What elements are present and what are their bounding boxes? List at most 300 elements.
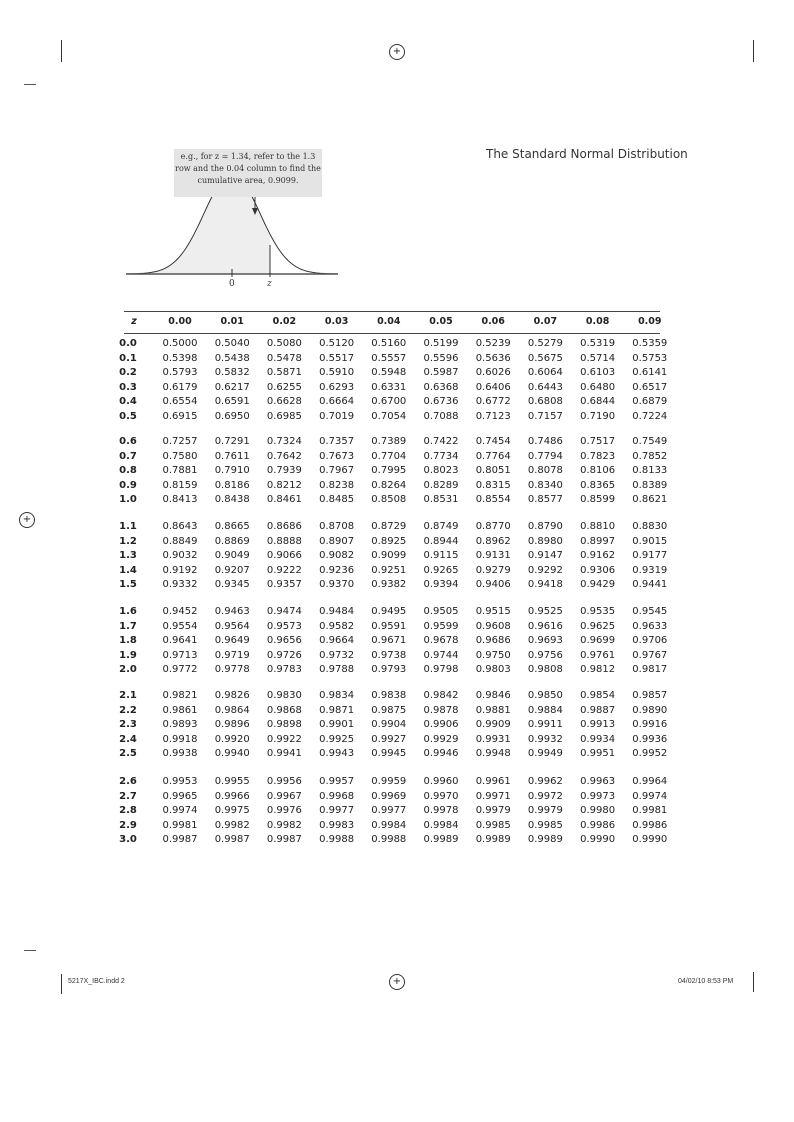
cell-value: 0.9864 <box>214 704 250 716</box>
column-header: 0.09 <box>638 316 662 327</box>
footer-file: 5217X_IBC.indd 2 <box>68 978 125 985</box>
row-z-value: 1.0 <box>119 494 137 506</box>
cell-value: 0.5714 <box>580 352 616 364</box>
cell-value: 0.9920 <box>214 733 250 745</box>
cell-value: 0.6736 <box>423 396 459 408</box>
cell-value: 0.8577 <box>527 494 563 506</box>
cell-value: 0.8289 <box>423 479 459 491</box>
column-header: 0.03 <box>324 316 349 327</box>
row-z-value: 1.1 <box>119 521 137 532</box>
table-row <box>119 690 668 704</box>
cell-value: 0.6915 <box>162 411 198 422</box>
cell-value: 0.8238 <box>319 479 355 491</box>
cell-value: 0.9896 <box>214 719 250 731</box>
row-z-value: 1.4 <box>119 564 137 576</box>
registration-mark-icon: + <box>389 974 405 990</box>
cell-value: 0.6406 <box>475 381 511 393</box>
table-row <box>119 494 668 508</box>
cell-value: 0.9608 <box>475 620 511 632</box>
cell-value: 0.9964 <box>632 776 668 787</box>
cell-value: 0.7389 <box>371 436 407 447</box>
column-header: 0.06 <box>481 316 505 327</box>
cell-value: 0.9817 <box>632 664 668 676</box>
cell-value: 0.7673 <box>319 450 355 462</box>
row-z-value: 1.8 <box>119 635 137 647</box>
table-row <box>119 564 668 579</box>
cell-value: 0.8508 <box>371 494 407 506</box>
cell-value: 0.8907 <box>319 535 355 547</box>
cell-value: 0.7995 <box>371 465 407 477</box>
column-header: 0.07 <box>533 316 558 327</box>
row-z-value: 1.2 <box>119 535 137 547</box>
cell-value: 0.9878 <box>423 704 459 716</box>
table-row <box>119 719 668 733</box>
cell-value: 0.7517 <box>580 436 616 447</box>
cell-value: 0.9927 <box>371 733 407 745</box>
cell-value: 0.9881 <box>475 704 511 716</box>
cell-value: 0.8944 <box>423 535 459 547</box>
cell-value: 0.9987 <box>162 834 198 846</box>
cell-value: 0.9969 <box>371 790 407 802</box>
cell-value: 0.5319 <box>580 338 616 349</box>
table-row <box>119 819 668 834</box>
row-z-value: 1.6 <box>119 606 137 617</box>
cell-value: 0.9898 <box>266 719 302 731</box>
cell-value: 0.9066 <box>266 550 302 562</box>
cell-value: 0.9938 <box>162 748 198 760</box>
cell-value: 0.5753 <box>632 352 668 364</box>
cell-value: 0.9986 <box>632 819 668 831</box>
table-row <box>119 521 668 535</box>
cell-value: 0.9812 <box>580 664 616 676</box>
row-z-value: 0.2 <box>119 367 137 379</box>
table-row <box>119 704 668 719</box>
cell-value: 0.9979 <box>475 805 511 817</box>
cell-value: 0.9956 <box>266 776 302 787</box>
cell-value: 0.9909 <box>475 719 511 731</box>
cell-value: 0.9974 <box>632 790 668 802</box>
cell-value: 0.8749 <box>423 521 459 532</box>
cell-value: 0.9306 <box>580 564 616 576</box>
column-header: 0.00 <box>168 316 192 327</box>
table-row <box>119 436 668 450</box>
cell-value: 0.9951 <box>580 748 616 760</box>
cell-value: 0.9032 <box>162 550 198 562</box>
cell-value: 0.8554 <box>475 494 511 506</box>
table-row <box>119 664 668 678</box>
row-z-value: 0.0 <box>119 338 137 349</box>
crop-mark <box>24 84 36 85</box>
cell-value: 0.9965 <box>162 790 198 802</box>
cell-value: 0.9192 <box>162 564 198 576</box>
footer-timestamp: 04/02/10 8:53 PM <box>678 978 734 985</box>
cell-value: 0.9525 <box>527 606 563 617</box>
cell-value: 0.9484 <box>319 606 355 617</box>
cell-value: 0.5948 <box>371 367 407 379</box>
cell-value: 0.9452 <box>162 606 198 617</box>
cell-value: 0.7324 <box>266 436 302 447</box>
cell-value: 0.5359 <box>632 338 668 349</box>
cell-value: 0.9934 <box>580 733 616 745</box>
column-header: 0.02 <box>272 316 297 327</box>
cell-value: 0.9744 <box>423 649 459 661</box>
cell-value: 0.9911 <box>527 719 563 731</box>
cell-value: 0.9793 <box>371 664 407 676</box>
cell-value: 0.7190 <box>580 411 616 422</box>
cell-value: 0.5636 <box>475 352 511 364</box>
cell-value: 0.9015 <box>632 535 668 547</box>
table-row <box>119 479 668 494</box>
cell-value: 0.9783 <box>266 664 302 676</box>
cell-value: 0.8849 <box>162 535 198 547</box>
cell-value: 0.5120 <box>319 338 355 349</box>
cell-value: 0.9957 <box>319 776 355 787</box>
cell-value: 0.9988 <box>371 834 407 846</box>
cell-value: 0.8389 <box>632 479 668 491</box>
cell-value: 0.9292 <box>527 564 563 576</box>
cell-value: 0.9821 <box>162 690 198 701</box>
cell-value: 0.9656 <box>266 635 302 647</box>
cell-value: 0.9962 <box>527 776 563 787</box>
cell-value: 0.9901 <box>319 719 355 731</box>
cell-value: 0.9918 <box>162 733 198 745</box>
cell-value: 0.9989 <box>423 834 459 846</box>
crop-mark <box>61 40 62 62</box>
cell-value: 0.9988 <box>319 834 355 846</box>
crop-mark <box>24 950 36 951</box>
cell-value: 0.9699 <box>580 635 616 647</box>
cell-value: 0.9838 <box>371 690 407 701</box>
cell-value: 0.9949 <box>527 748 563 760</box>
cell-value: 0.9973 <box>580 790 616 802</box>
cell-value: 0.9943 <box>319 748 355 760</box>
cell-value: 0.7054 <box>371 411 407 422</box>
cell-value: 0.9332 <box>162 579 198 591</box>
cell-value: 0.9222 <box>266 564 302 576</box>
cell-value: 0.5987 <box>423 367 459 379</box>
cell-value: 0.9842 <box>423 690 459 701</box>
cell-value: 0.9981 <box>632 805 668 817</box>
cell-value: 0.7852 <box>632 450 668 462</box>
cell-value: 0.9713 <box>162 649 198 661</box>
cell-value: 0.8023 <box>423 465 459 477</box>
cell-value: 0.7642 <box>266 450 302 462</box>
table-row <box>119 535 668 550</box>
cell-value: 0.9929 <box>423 733 459 745</box>
cell-value: 0.9966 <box>214 790 250 802</box>
cell-value: 0.9394 <box>423 579 459 591</box>
cell-value: 0.9961 <box>475 776 511 787</box>
cell-value: 0.8665 <box>214 521 250 532</box>
cell-value: 0.9591 <box>371 620 407 632</box>
cell-value: 0.7291 <box>214 436 250 447</box>
cell-value: 0.8106 <box>580 465 616 477</box>
cell-value: 0.6517 <box>632 381 668 393</box>
cell-value: 0.9495 <box>371 606 407 617</box>
cell-value: 0.7019 <box>319 411 355 422</box>
cell-value: 0.8413 <box>162 494 198 506</box>
column-header: z <box>131 316 137 327</box>
cell-value: 0.7454 <box>475 436 511 447</box>
cell-value: 0.7422 <box>423 436 459 447</box>
cell-value: 0.9319 <box>632 564 668 576</box>
cell-value: 0.9987 <box>266 834 302 846</box>
cell-value: 0.7357 <box>319 436 355 447</box>
cell-value: 0.9854 <box>580 690 616 701</box>
cell-value: 0.9441 <box>632 579 668 591</box>
cell-value: 0.9177 <box>632 550 668 562</box>
cell-value: 0.9207 <box>214 564 250 576</box>
registration-mark-icon: + <box>389 44 405 60</box>
registration-mark-icon: + <box>19 512 35 528</box>
cell-value: 0.8869 <box>214 535 250 547</box>
cell-value: 0.8051 <box>475 465 511 477</box>
cell-value: 0.9463 <box>214 606 250 617</box>
cell-value: 0.5596 <box>423 352 459 364</box>
row-z-value: 1.5 <box>119 579 137 591</box>
cell-value: 0.9846 <box>475 690 511 701</box>
cell-value: 0.9418 <box>527 579 563 591</box>
cell-value: 0.7257 <box>162 436 198 447</box>
cell-value: 0.9890 <box>632 704 668 716</box>
column-header: 0.08 <box>585 316 610 327</box>
row-z-value: 0.8 <box>119 465 137 477</box>
cell-value: 0.8621 <box>632 494 668 506</box>
cell-value: 0.8599 <box>580 494 616 506</box>
cell-value: 0.7881 <box>162 465 198 477</box>
cell-value: 0.9545 <box>632 606 668 617</box>
cell-value: 0.7764 <box>475 450 511 462</box>
cell-value: 0.5160 <box>371 338 407 349</box>
cell-value: 0.5557 <box>371 352 407 364</box>
cell-value: 0.6026 <box>475 367 511 379</box>
cell-value: 0.9941 <box>266 748 302 760</box>
cell-value: 0.7088 <box>423 411 459 422</box>
cell-value: 0.9826 <box>214 690 250 701</box>
cell-value: 0.9987 <box>214 834 250 846</box>
cell-value: 0.9968 <box>319 790 355 802</box>
row-z-value: 2.5 <box>119 748 137 760</box>
table-row <box>119 733 668 748</box>
axis-label-zero: 0 <box>229 279 235 289</box>
cell-value: 0.9925 <box>319 733 355 745</box>
cell-value: 0.9983 <box>319 819 355 831</box>
cell-value: 0.9871 <box>319 704 355 716</box>
cell-value: 0.8708 <box>319 521 355 532</box>
cell-value: 0.6064 <box>527 367 563 379</box>
cell-value: 0.6179 <box>162 381 198 393</box>
cell-value: 0.9671 <box>371 635 407 647</box>
cell-value: 0.6591 <box>214 396 250 408</box>
cell-value: 0.9953 <box>162 776 198 787</box>
row-z-value: 0.3 <box>119 381 137 393</box>
cell-value: 0.9693 <box>527 635 563 647</box>
table-top-rule <box>124 311 660 312</box>
cell-value: 0.8962 <box>475 535 511 547</box>
row-z-value: 1.7 <box>119 620 137 632</box>
cell-value: 0.9686 <box>475 635 511 647</box>
cell-value: 0.9884 <box>527 704 563 716</box>
cell-value: 0.9967 <box>266 790 302 802</box>
cell-value: 0.8212 <box>266 479 302 491</box>
cell-value: 0.8980 <box>527 535 563 547</box>
table-row <box>119 411 668 425</box>
cell-value: 0.9616 <box>527 620 563 632</box>
crop-mark <box>753 972 754 992</box>
cell-value: 0.9975 <box>214 805 250 817</box>
table-row <box>119 352 668 367</box>
table-row <box>119 776 668 790</box>
cell-value: 0.7794 <box>527 450 563 462</box>
cell-value: 0.9633 <box>632 620 668 632</box>
cell-value: 0.9904 <box>371 719 407 731</box>
cell-value: 0.9573 <box>266 620 302 632</box>
cell-value: 0.9982 <box>266 819 302 831</box>
cell-value: 0.9868 <box>266 704 302 716</box>
cell-value: 0.7939 <box>266 465 302 477</box>
cell-value: 0.9772 <box>162 664 198 676</box>
cell-value: 0.9976 <box>266 805 302 817</box>
cell-value: 0.9977 <box>319 805 355 817</box>
cell-value: 0.9664 <box>319 635 355 647</box>
cell-value: 0.9974 <box>162 805 198 817</box>
normal-curve-figure <box>122 145 362 295</box>
cell-value: 0.9850 <box>527 690 563 701</box>
cell-value: 0.7224 <box>632 411 668 422</box>
cell-value: 0.7704 <box>371 450 407 462</box>
cell-value: 0.5517 <box>319 352 355 364</box>
cell-value: 0.8264 <box>371 479 407 491</box>
cell-value: 0.9940 <box>214 748 250 760</box>
cell-value: 0.9948 <box>475 748 511 760</box>
cell-value: 0.7157 <box>527 411 563 422</box>
cell-value: 0.5040 <box>214 338 250 349</box>
row-z-value: 2.6 <box>119 776 137 787</box>
cell-value: 0.6443 <box>527 381 563 393</box>
cell-value: 0.9761 <box>580 649 616 661</box>
cell-value: 0.5239 <box>475 338 511 349</box>
cell-value: 0.9978 <box>423 805 459 817</box>
cell-value: 0.6255 <box>266 381 302 393</box>
cell-value: 0.9767 <box>632 649 668 661</box>
cell-value: 0.7486 <box>527 436 563 447</box>
cell-value: 0.9625 <box>580 620 616 632</box>
cell-value: 0.9788 <box>319 664 355 676</box>
cell-value: 0.9429 <box>580 579 616 591</box>
cell-value: 0.8186 <box>214 479 250 491</box>
table-row <box>119 620 668 635</box>
cell-value: 0.8438 <box>214 494 250 506</box>
cell-value: 0.8365 <box>580 479 616 491</box>
cell-value: 0.7910 <box>214 465 250 477</box>
cell-value: 0.9981 <box>162 819 198 831</box>
cell-value: 0.5910 <box>319 367 355 379</box>
cell-value: 0.6141 <box>632 367 668 379</box>
row-z-value: 0.5 <box>119 411 137 422</box>
cell-value: 0.9370 <box>319 579 355 591</box>
cell-value: 0.8340 <box>527 479 563 491</box>
cell-value: 0.9474 <box>266 606 302 617</box>
cell-value: 0.5793 <box>162 367 198 379</box>
cell-value: 0.9945 <box>371 748 407 760</box>
cell-value: 0.7967 <box>319 465 355 477</box>
crop-mark <box>753 40 754 62</box>
cell-value: 0.9649 <box>214 635 250 647</box>
cell-value: 0.6293 <box>319 381 355 393</box>
cell-value: 0.6217 <box>214 381 250 393</box>
cell-value: 0.9131 <box>475 550 511 562</box>
cell-value: 0.9955 <box>214 776 250 787</box>
cell-value: 0.9960 <box>423 776 459 787</box>
cell-value: 0.9959 <box>371 776 407 787</box>
table-row <box>119 748 668 762</box>
cell-value: 0.9706 <box>632 635 668 647</box>
cell-value: 0.9970 <box>423 790 459 802</box>
cell-value: 0.5000 <box>162 338 198 349</box>
cell-value: 0.9977 <box>371 805 407 817</box>
cell-value: 0.9147 <box>527 550 563 562</box>
cell-value: 0.9952 <box>632 748 668 760</box>
cell-value: 0.9599 <box>423 620 459 632</box>
cell-value: 0.9985 <box>475 819 511 831</box>
cell-value: 0.9554 <box>162 620 198 632</box>
table-row <box>119 649 668 664</box>
cell-value: 0.8643 <box>162 521 198 532</box>
cell-value: 0.9893 <box>162 719 198 731</box>
row-z-value: 0.6 <box>119 436 137 447</box>
row-z-value: 1.9 <box>119 649 137 661</box>
cell-value: 0.7549 <box>632 436 668 447</box>
cell-value: 0.5478 <box>266 352 302 364</box>
table-row <box>119 635 668 649</box>
cell-value: 0.6480 <box>580 381 616 393</box>
cell-value: 0.8925 <box>371 535 407 547</box>
cell-value: 0.9808 <box>527 664 563 676</box>
cell-value: 0.9857 <box>632 690 668 701</box>
cell-value: 0.9251 <box>371 564 407 576</box>
cell-value: 0.5080 <box>266 338 302 349</box>
cell-value: 0.7123 <box>475 411 511 422</box>
cell-value: 0.8133 <box>632 465 668 477</box>
cell-value: 0.6664 <box>319 396 355 408</box>
cell-value: 0.9582 <box>319 620 355 632</box>
cell-value: 0.9989 <box>475 834 511 846</box>
cell-value: 0.9798 <box>423 664 459 676</box>
table-row <box>119 465 668 479</box>
cell-value: 0.5675 <box>527 352 563 364</box>
cell-value: 0.9357 <box>266 579 302 591</box>
cell-value: 0.9564 <box>214 620 250 632</box>
cell-value: 0.9406 <box>475 579 511 591</box>
cell-value: 0.9990 <box>632 834 668 846</box>
cell-value: 0.9830 <box>266 690 302 701</box>
table-row <box>119 450 668 465</box>
column-header: 0.01 <box>220 316 244 327</box>
row-z-value: 2.7 <box>119 790 137 802</box>
cell-value: 0.9913 <box>580 719 616 731</box>
cell-value: 0.8461 <box>266 494 302 506</box>
cell-value: 0.6879 <box>632 396 668 408</box>
cell-value: 0.9049 <box>214 550 250 562</box>
cell-value: 0.9985 <box>527 819 563 831</box>
crop-mark <box>61 974 62 994</box>
cell-value: 0.9861 <box>162 704 198 716</box>
row-z-value: 0.7 <box>119 450 137 462</box>
cell-value: 0.6368 <box>423 381 459 393</box>
cell-value: 0.8997 <box>580 535 616 547</box>
cell-value: 0.5398 <box>162 352 198 364</box>
cell-value: 0.7823 <box>580 450 616 462</box>
